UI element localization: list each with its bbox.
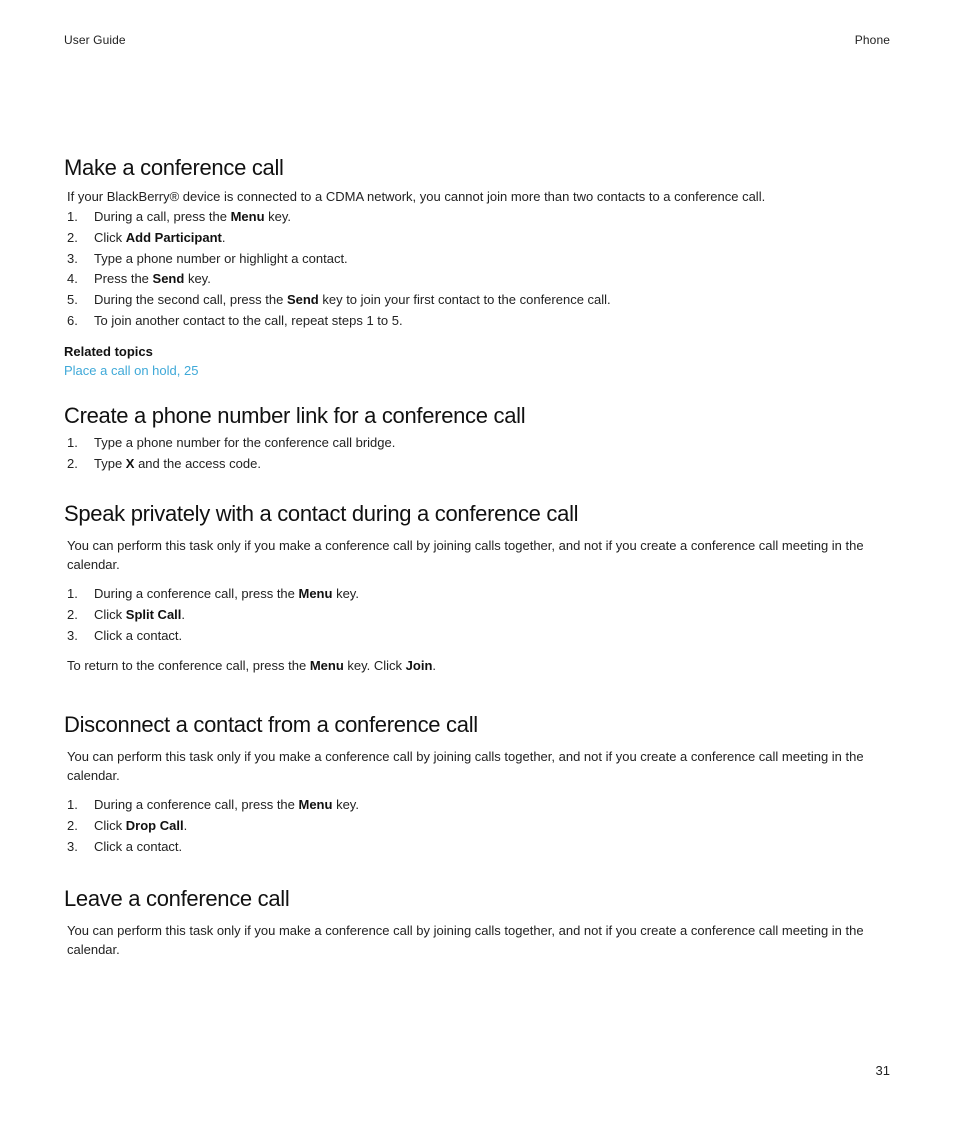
step-number: 3. xyxy=(67,627,78,643)
section-leave-conference-call xyxy=(64,886,890,959)
section-intro: If your BlackBerry® device is connected to a CDMA network, you cannot join more than two contacts to a conference call. xyxy=(67,189,766,204)
key-name: Menu xyxy=(230,209,265,224)
step-item: 3. Type a phone number or highlight a contact. xyxy=(64,249,890,270)
key-name: X xyxy=(125,455,135,471)
step-number: 2. xyxy=(67,455,78,471)
section-intro: You can perform this task only if you make a conference call by joining calls together, and not if you create a conference call meeting in the calendar. xyxy=(67,923,864,957)
key-name: Menu xyxy=(309,658,344,674)
step-number: 2. xyxy=(67,817,78,833)
step-number: 3. xyxy=(67,250,78,266)
section-heading: Create a phone number link for a conference call xyxy=(64,403,526,428)
steps-list xyxy=(64,433,890,475)
step-item: 1. During a conference call, press the Menu key. xyxy=(64,584,890,605)
related-topics-heading: Related topics xyxy=(64,343,153,359)
running-header-right: Phone xyxy=(854,33,890,47)
steps-list xyxy=(64,795,890,857)
section-note: To return to the conference call, press the Menu key. Click Join. xyxy=(67,658,437,674)
section-intro: You can perform this task only if you make a conference call by joining calls together, and not if you create a conference call meeting in the calendar. xyxy=(67,538,864,572)
step-item: 1. During a conference call, press the Menu key. xyxy=(64,795,890,816)
step-number: 1. xyxy=(67,435,78,450)
step-item: 2. Click Split Call. xyxy=(64,605,890,626)
steps-list xyxy=(64,584,890,646)
step-number: 4. xyxy=(67,271,78,287)
step-number: 2. xyxy=(67,229,78,245)
step-number: 1. xyxy=(67,797,78,812)
step-item: 2. Click Add Participant. xyxy=(64,228,890,249)
section-disconnect-contact xyxy=(64,712,890,857)
step-number: 1. xyxy=(67,209,78,224)
section-speak-privately xyxy=(64,501,890,675)
menu-item-name: Join xyxy=(405,658,433,674)
related-topic-link[interactable]: Place a call on hold, 25 xyxy=(64,362,199,378)
section-heading: Speak privately with a contact during a conference call xyxy=(64,501,579,526)
key-name: Send xyxy=(152,271,185,287)
page-number: 31 xyxy=(875,1063,890,1078)
section-heading: Leave a conference call xyxy=(64,886,290,911)
menu-item-name: Split Call xyxy=(125,606,182,622)
step-item: 5. During the second call, press the Send key to join your first contact to the conference call. xyxy=(64,290,890,311)
running-header-left: User Guide xyxy=(64,33,126,47)
section-create-phone-number-link xyxy=(64,403,890,475)
section-make-conference-call xyxy=(64,155,890,380)
step-item: 4. Press the Send key. xyxy=(64,269,890,290)
step-number: 5. xyxy=(67,292,78,308)
step-item: 2. Click Drop Call. xyxy=(64,816,890,837)
steps-list xyxy=(64,207,890,332)
step-number: 2. xyxy=(67,606,78,622)
key-name: Menu xyxy=(298,586,333,601)
step-item: 3. Click a contact. xyxy=(64,626,890,647)
key-name: Menu xyxy=(298,797,333,812)
step-number: 1. xyxy=(67,586,78,601)
step-item: 6. To join another contact to the call, repeat steps 1 to 5. xyxy=(64,311,890,332)
step-item: 1. During a call, press the Menu key. xyxy=(64,207,890,228)
step-number: 6. xyxy=(67,312,78,328)
section-heading: Make a conference call xyxy=(64,155,284,180)
key-name: Send xyxy=(286,292,319,308)
step-item: 2. Type X and the access code. xyxy=(64,454,890,475)
menu-item-name: Drop Call xyxy=(125,817,184,833)
step-number: 3. xyxy=(67,838,78,854)
step-item: 3. Click a contact. xyxy=(64,837,890,858)
section-intro: You can perform this task only if you make a conference call by joining calls together, and not if you create a conference call meeting in the calendar. xyxy=(67,749,864,783)
step-item: 1. Type a phone number for the conference call bridge. xyxy=(64,433,890,454)
menu-item-name: Add Participant xyxy=(125,229,222,245)
section-heading: Disconnect a contact from a conference call xyxy=(64,712,478,737)
